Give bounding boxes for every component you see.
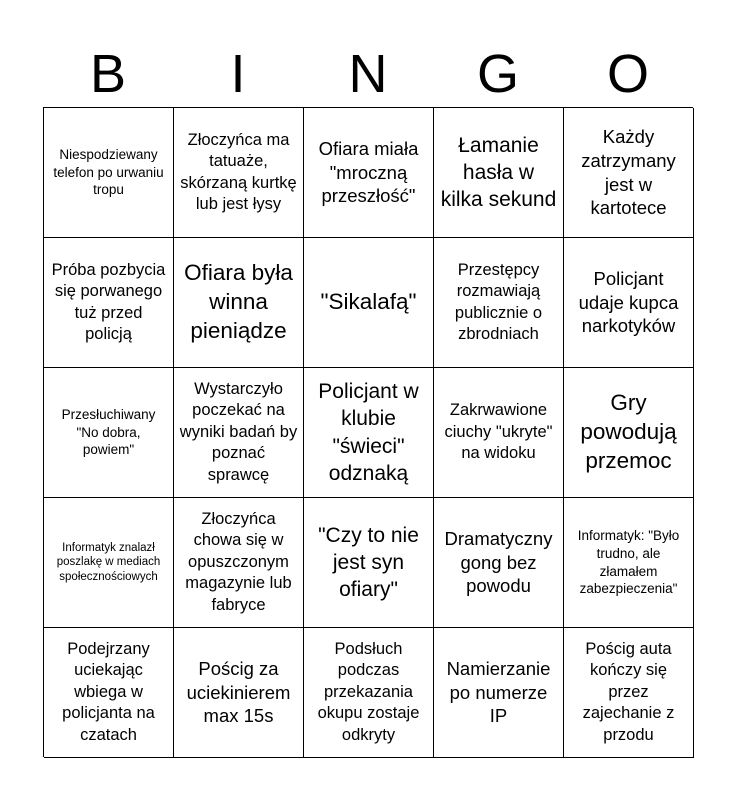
bingo-cell-r3c3[interactable]: Policjant w klubie "świeci" odznaką [304,368,434,498]
bingo-cell-r2c4[interactable]: Przestępcy rozmawiają publicznie o zbrodniach [434,238,564,368]
bingo-cell-r2c2[interactable]: Ofiara była winna pieniądze [174,238,304,368]
header-letter-i: I [230,44,246,104]
bingo-cell-r5c3[interactable]: Podsłuch podczas przekazania okupu zostaje odkryty [304,628,434,758]
header-letter-b: B [89,44,127,104]
bingo-cell-r4c1[interactable]: Informatyk znalazł poszlakę w mediach społecznościowych [44,498,174,628]
bingo-cell-r1c2[interactable]: Złoczyńca ma tatuaże, skórzaną kurtkę lub jest łysy [174,108,304,238]
bingo-cell-r3c1[interactable]: Przesłuchiwany "No dobra, powiem" [44,368,174,498]
bingo-cell-r2c1[interactable]: Próba pozbycia się porwanego tuż przed policją [44,238,174,368]
bingo-cell-r4c2[interactable]: Złoczyńca chowa się w opuszczonym magazynie lub fabryce [174,498,304,628]
bingo-cell-r5c4[interactable]: Namierzanie po numerze IP [434,628,564,758]
header-letter-g: G [476,44,519,104]
bingo-cell-r5c5[interactable]: Pościg auta kończy się przez zajechanie z przodu [564,628,694,758]
bingo-cell-r3c2[interactable]: Wystarczyło poczekać na wyniki badań by poznać sprawcę [174,368,304,498]
bingo-cell-r1c4[interactable]: Łamanie hasła w kilka sekund [434,108,564,238]
bingo-grid [43,107,693,757]
bingo-cell-r4c5[interactable]: Informatyk: "Było trudno, ale złamałem zabezpieczenia" [564,498,694,628]
bingo-cell-r3c5[interactable]: Gry powodują przemoc [564,368,694,498]
bingo-cell-r2c5[interactable]: Policjant udaje kupca narkotyków [564,238,694,368]
bingo-cell-r5c2[interactable]: Pościg za uciekinierem max 15s [174,628,304,758]
header-letter-o: O [606,44,649,104]
bingo-cell-r4c4[interactable]: Dramatyczny gong bez powodu [434,498,564,628]
bingo-cell-r1c5[interactable]: Każdy zatrzymany jest w kartotece [564,108,694,238]
bingo-cell-r4c3[interactable]: "Czy to nie jest syn ofiary" [304,498,434,628]
bingo-cell-r1c3[interactable]: Ofiara miała "mroczną przeszłość" [304,108,434,238]
bingo-cell-r2c3[interactable]: "Sikalafą" [304,238,434,368]
bingo-header [43,38,693,110]
bingo-cell-r3c4[interactable]: Zakrwawione ciuchy "ukryte" na widoku [434,368,564,498]
bingo-cell-r1c1[interactable]: Niespodziewany telefon po urwaniu tropu [44,108,174,238]
bingo-cell-r5c1[interactable]: Podejrzany uciekając wbiega w policjanta na czatach [44,628,174,758]
header-letter-n: N [348,44,388,104]
